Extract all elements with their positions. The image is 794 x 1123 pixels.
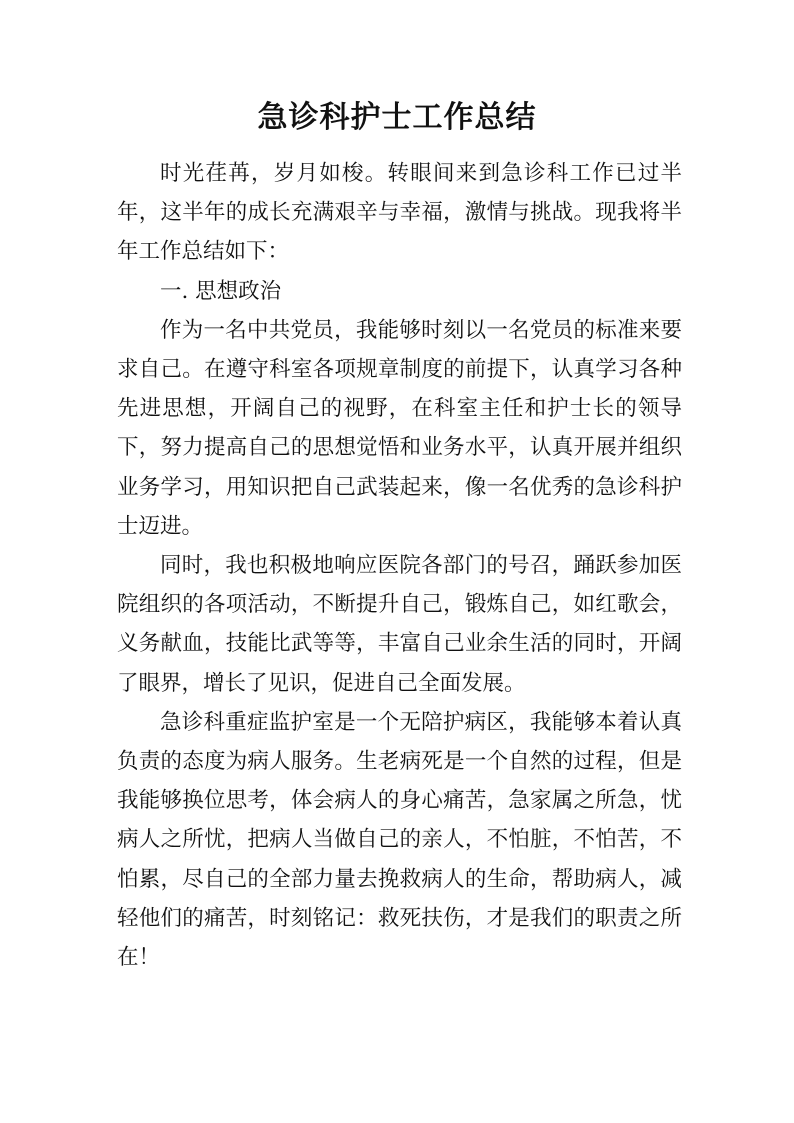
document-title: 急诊科护士工作总结 (257, 100, 537, 135)
section-heading-politics: 一. 思想政治 (160, 278, 282, 304)
paragraph-hospital-activities: 同时，我也积极地响应医院各部门的号召，踊跃参加医院组织的各项活动，不断提升自己，锻炼自己，如红歌会，义务献血，技能比武等等，丰富自己业余生活的同时，开阔了眼界，增长了见识，促进自己全面发展。 (117, 553, 682, 696)
paragraph-icu-service: 急诊科重症监护室是一个无陪护病区，我能够本着认真负责的态度为病人服务。生老病死是一个自然的过程，但是我能够换位思考，体会病人的身心痛苦，急家属之所急，忧病人之所忧，把病人当做自己的亲人，不怕脏，不怕苦，不怕累，尽自己的全部力量去挽救病人的生命，帮助病人，减轻他们的痛苦，时刻铭记：救死扶伤，才是我们的职责之所在！ (117, 709, 682, 971)
paragraph-party-member: 作为一名中共党员，我能够时刻以一名党员的标准来要求自己。在遵守科室各项规章制度的前提下，认真学习各种先进思想，开阔自己的视野，在科室主任和护士长的领导下，努力提高自己的思想觉悟和业务水平，认真开展并组织业务学习，用知识把自己武装起来，像一名优秀的急诊科护士迈进。 (117, 317, 682, 539)
paragraph-intro: 时光荏苒，岁月如梭。转眼间来到急诊科工作已过半年，这半年的成长充满艰辛与幸福，激情与挑战。现我将半年工作总结如下： (117, 161, 682, 265)
document-body (117, 154, 682, 977)
